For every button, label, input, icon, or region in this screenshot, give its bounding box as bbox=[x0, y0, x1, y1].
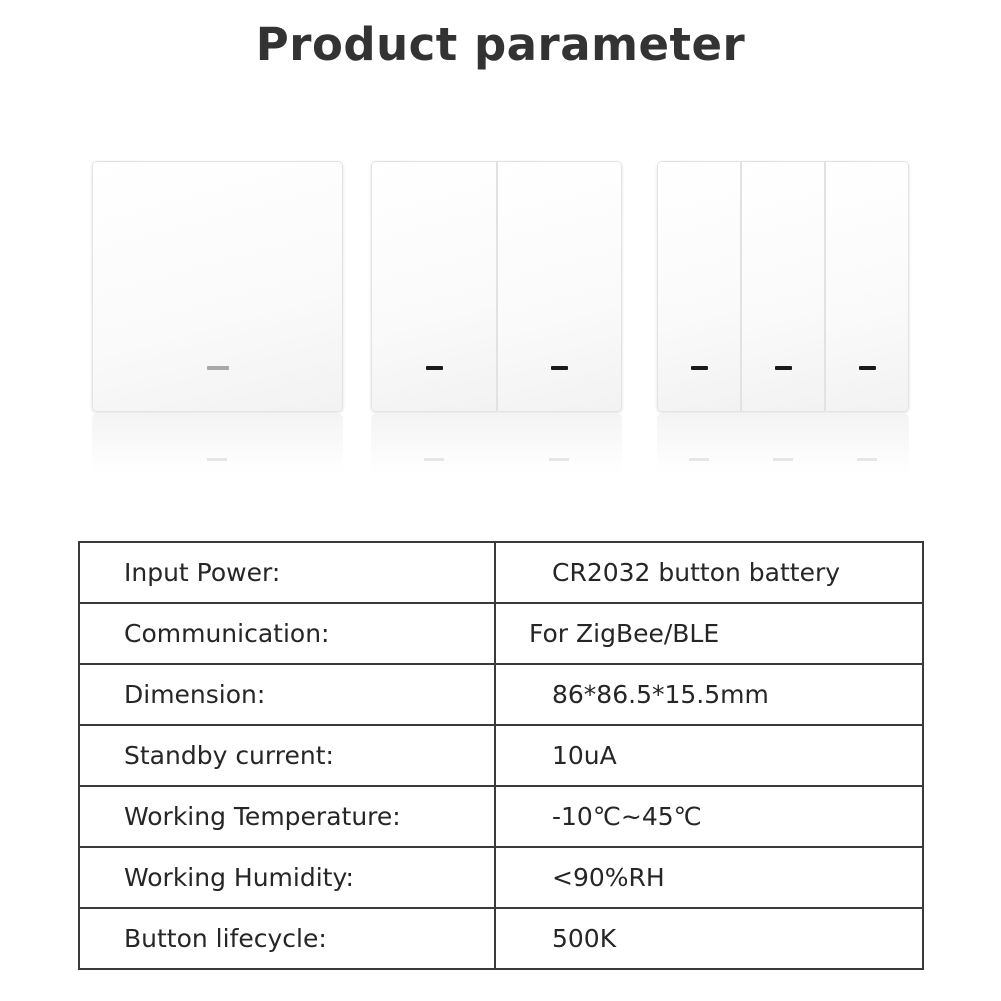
indicator-led-icon bbox=[551, 366, 568, 370]
page-title: Product parameter bbox=[255, 18, 746, 71]
param-value: CR2032 button battery bbox=[495, 542, 923, 603]
switch-2-gang-reflection bbox=[371, 414, 622, 474]
switch-key bbox=[496, 162, 622, 411]
switch-1-gang-reflection bbox=[92, 414, 343, 474]
param-value: <90%RH bbox=[495, 847, 923, 908]
table-row bbox=[79, 908, 923, 969]
param-label: Communication: bbox=[79, 603, 495, 664]
table-row bbox=[79, 786, 923, 847]
param-label: Working Temperature: bbox=[79, 786, 495, 847]
indicator-led-icon bbox=[691, 366, 708, 370]
switch-key bbox=[824, 162, 908, 411]
param-label: Input Power: bbox=[79, 542, 495, 603]
param-label: Button lifecycle: bbox=[79, 908, 495, 969]
indicator-led-icon bbox=[207, 366, 229, 370]
indicator-led-icon bbox=[859, 366, 876, 370]
param-label: Standby current: bbox=[79, 725, 495, 786]
param-value: -10℃~45℃ bbox=[495, 786, 923, 847]
param-value: 10uA bbox=[495, 725, 923, 786]
switch-3-gang-reflection bbox=[657, 414, 909, 474]
param-label: Working Humidity: bbox=[79, 847, 495, 908]
param-value: For ZigBee/BLE bbox=[495, 603, 923, 664]
param-value: 86*86.5*15.5mm bbox=[495, 664, 923, 725]
table-row bbox=[79, 603, 923, 664]
table-row bbox=[79, 542, 923, 603]
switch-3-gang-image bbox=[657, 161, 909, 412]
table-row bbox=[79, 664, 923, 725]
parameter-table bbox=[78, 541, 924, 970]
indicator-led-icon bbox=[775, 366, 792, 370]
switch-key bbox=[658, 162, 740, 411]
indicator-led-icon bbox=[426, 366, 443, 370]
switch-key bbox=[372, 162, 496, 411]
table-row bbox=[79, 847, 923, 908]
param-value: 500K bbox=[495, 908, 923, 969]
param-label: Dimension: bbox=[79, 664, 495, 725]
table-row bbox=[79, 725, 923, 786]
switch-key bbox=[740, 162, 824, 411]
switch-2-gang-image bbox=[371, 161, 622, 412]
switch-1-gang-image bbox=[92, 161, 343, 412]
switch-key bbox=[93, 162, 342, 411]
